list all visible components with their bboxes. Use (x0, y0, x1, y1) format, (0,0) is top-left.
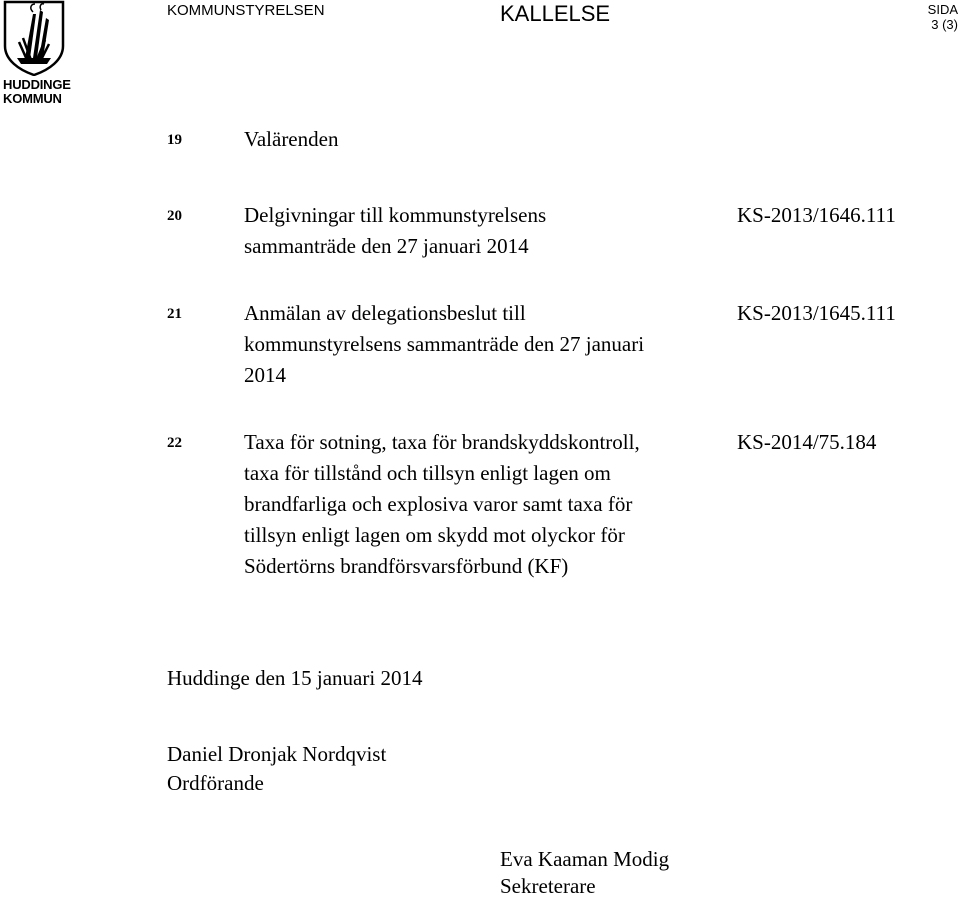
item-title-line: sammanträde den 27 januari 2014 (244, 234, 529, 258)
item-number: 19 (167, 132, 182, 148)
item-title-line: Anmälan av delegationsbeslut till (244, 301, 526, 325)
chair-role: Ordförande (167, 771, 264, 795)
item-title-line: 2014 (244, 363, 286, 387)
case-reference: KS-2013/1646.111 (737, 203, 896, 227)
org-name-line1: HUDDINGE (3, 77, 71, 92)
item-title-line: Taxa för sotning, taxa för brandskyddskontroll, (244, 430, 640, 454)
item-title-line: brandfarliga och explosiva varor samt taxa för (244, 492, 633, 516)
secretary-role: Sekreterare (500, 874, 596, 898)
item-number: 20 (167, 208, 182, 224)
item-title (244, 200, 546, 262)
page-number: 3 (3) (931, 17, 958, 32)
huddinge-logo (3, 0, 71, 108)
item-title-line: taxa för tillstånd och tillsyn enligt lagen om (244, 461, 611, 485)
place-and-date: Huddinge den 15 januari 2014 (167, 666, 423, 690)
item-title-line: Södertörns brandförsvarsförbund (KF) (244, 554, 569, 578)
page-label: SIDA (927, 2, 958, 17)
document-title: KALLELSE (500, 1, 611, 26)
item-title-line: Delgivningar till kommunstyrelsens (244, 203, 547, 227)
issuing-body: KOMMUNSTYRELSEN (167, 2, 325, 19)
item-number: 21 (167, 306, 182, 322)
item-title-line: kommunstyrelsens sammanträde den 27 januari (244, 332, 645, 356)
item-title (244, 427, 640, 582)
item-number: 22 (167, 435, 182, 451)
case-reference: KS-2013/1645.111 (737, 301, 896, 325)
org-name-line2: KOMMUN (3, 91, 62, 106)
item-title-line: tillsyn enligt lagen om skydd mot olyckor för (244, 523, 625, 547)
item-title (244, 298, 644, 391)
chair-name: Daniel Dronjak Nordqvist (167, 742, 387, 766)
item-title-line: Valärenden (244, 127, 339, 151)
coat-of-arms-icon (3, 0, 65, 76)
case-reference: KS-2014/75.184 (737, 430, 877, 454)
item-title (244, 124, 338, 155)
secretary-name: Eva Kaaman Modig (500, 847, 670, 871)
page-indicator (880, 2, 958, 32)
